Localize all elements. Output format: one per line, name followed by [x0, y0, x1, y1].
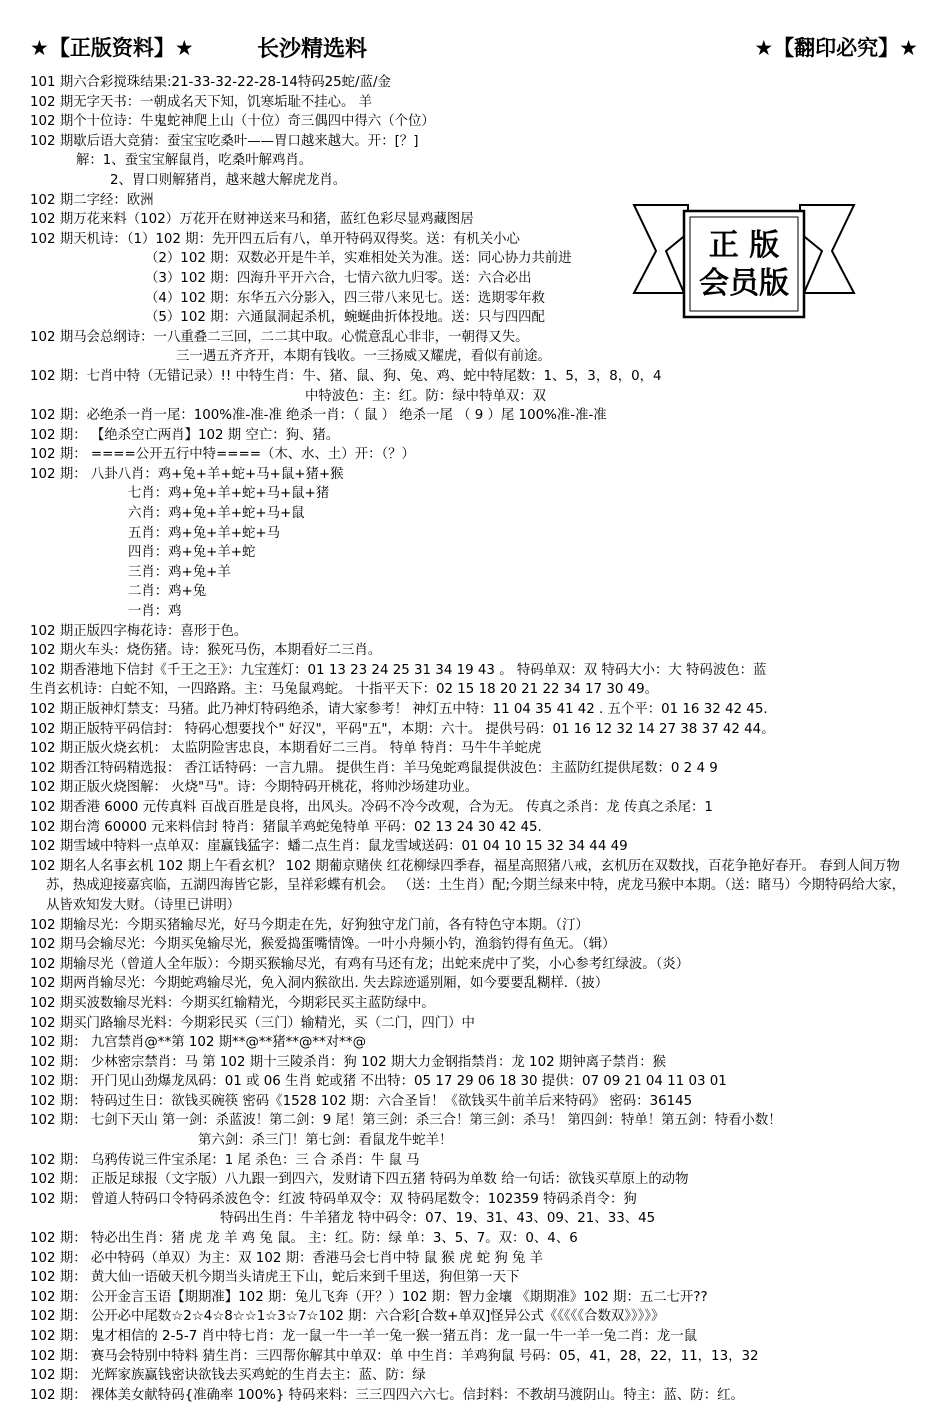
stamp-line2: 会员版 — [699, 266, 789, 301]
text-line: 102 期： 光辉家族赢钱密诀欲钱去买鸡蛇的生肖去主：蓝、防：绿 — [30, 1368, 426, 1384]
text-line: 102 期：必绝杀一肖一尾：100%准-准-准 绝杀一肖：（ 鼠 ） 绝杀一尾 （ 9 ）尾 100%准-准-准 — [30, 408, 607, 424]
text-line: 102 期： 七剑下天山 第一剑：杀蓝波！第二剑：9 尾！第三剑：杀三合！第三剑：杀马！ 第四剑：特单！第五剑：特看小数！ — [30, 1113, 782, 1129]
text-line: 101 期六合彩搅珠结果:21-33-32-22-28-14特码25蛇/蓝/金 — [30, 75, 391, 90]
text-line: 102 期马会输尽光：今期买兔输尽光，猴爱捣蛋嘴情馋。一叶小舟频小钓，渔翁钓得有鱼无。（辑） — [30, 937, 616, 953]
text-line: 102 期： 乌鸦传说三件宝杀尾：1 尾 杀色：三 合 杀肖：牛 鼠 马 — [30, 1152, 420, 1168]
text-line: 102 期雪域中特料一点单双：崖赢钱猛字：蟠二点生肖：鼠龙雪域送码：01 04 10 15 32 34 44 49 — [30, 839, 628, 855]
text-line: 102 期香江特码精选报： 香江话特码：一言九鼎。 提供生肖：羊马兔蛇鸡鼠提供波色：主蓝防红提供尾数：0 2 4 9 — [30, 760, 718, 776]
page-title: 长沙精选料 — [257, 37, 368, 62]
text-line: 102 期： 鬼才相信的 2-5-7 肖中特七肖：龙一鼠一牛一羊一兔一猴一猪五肖：龙一鼠一牛一羊一兔二肖：龙一鼠 — [30, 1329, 697, 1344]
text-line: 三肖：鸡+兔+羊 — [128, 564, 231, 580]
text-line: 102 期台湾 60000 元来料信封 特肖：猪鼠羊鸡蛇兔特单 平码：02 13 24 30 42 45. — [30, 819, 542, 835]
text-line: 102 期买波数输尽光料：今期买红输精光，今期彩民买主蓝防绿中。 — [30, 995, 435, 1011]
text-line: 102 期： 特码过生日：欲钱买碗筷 密码《1528 102 期：六合圣旨！《欲钱买牛前羊后来特码》 密码：36145 — [30, 1093, 693, 1109]
text-line: 102 期买门路输尽光料：今期彩民买（三门）输精光，买（二门，四门）中 — [30, 1015, 475, 1031]
text-line: 102 期名人名事玄机 102 期上午看玄机？ 102 期葡京赌侠 红花柳绿四季春，福星高照猪八戒，玄机历在双数找，百花争艳好春开。 春到人间万物苏，热成迎接嘉宾临，五湖四海皆它影，呈祥彩蝶有机会。 （送：土生肖）配;今期兰绿来中特，虎龙马猴中本期。（送：睹马）今期特码给大家，从皆欢知发大财。（诗里已讲明） — [30, 858, 906, 913]
stamp-line1: 正 版 — [708, 228, 780, 263]
document-body — [30, 73, 910, 1405]
text-line: 102 期：七肖中特（无错记录）!! 中特生肖：牛、猪、鼠、狗、兔、鸡、蛇中特尾数：1、5，3，8，0，4 — [30, 368, 662, 384]
text-line: 102 期： 少林密宗禁肖：马 第 102 期十三陵杀肖：狗 102 期大力金钢指禁肖：龙 102 期钟离子禁肖：猴 — [30, 1054, 666, 1070]
text-line: 102 期： 【绝杀空亡两肖】102 期 空亡：狗、猪。 — [30, 427, 340, 443]
header-right-label: ★【翻印必究】★ — [754, 36, 918, 60]
text-line: （4）102 期：东华五六分影入，四三带八来见七。送：选期零年救 — [145, 290, 545, 306]
text-line: （2）102 期：双数必开是牛羊，实难相处关为准。送：同心协力共前进 — [145, 251, 572, 267]
header-left-label: ★【正版资料】★ — [30, 36, 194, 60]
text-line: 四肖：鸡+兔+羊+蛇 — [128, 545, 256, 561]
text-line: 102 期： 赛马会特别中特料 猜生肖：三四帮你解其中单双：单 中生肖：羊鸡狗鼠 号码：05，41，28，22，11，13，32 — [30, 1348, 759, 1364]
text-line: 102 期正版神灯禁支：马猪。此乃神灯特码绝杀，请大家参考！ 神灯五中特：11 04 35 41 42 . 五个平：01 16 32 42 45. — [30, 702, 768, 717]
text-line: 102 期： 九宫禁肖@**第 102 期**@**猪**@**对**@ — [30, 1035, 366, 1051]
text-line: 2、胃口则解猪肖，越来越大解虎龙肖。 — [110, 172, 347, 188]
text-line: 102 期： 黄大仙一语破天机今期当头请虎王下山，蛇后来到千里送，狗但第一天下 — [30, 1270, 520, 1286]
text-line: 102 期二字经：欧洲 — [30, 192, 154, 208]
text-line: 七肖：鸡+兔+羊+蛇+马+鼠+猪 — [128, 486, 330, 502]
text-line: 102 期香港地下信封《千王之王》：九宝莲灯：01 13 23 24 25 31 34 19 43 。 特码单双：双 特码大小：大 特码波色：蓝 — [30, 662, 767, 678]
text-line: 102 期正版火烧玄机： 太监阴险害忠良，本期看好二三肖。 特单 特肖：马牛牛羊蛇虎 — [30, 741, 542, 757]
text-line: （5）102 期：六通鼠洞起杀机，蜿蜒曲折体投地。送：只与四四配 — [145, 310, 545, 326]
text-line: 102 期： 公开必中尾数☆2☆4☆8☆☆1☆3☆7☆102 期：六合彩[合数+单双]怪异公式《《《《《合数双》》》》》 — [30, 1309, 665, 1325]
text-line: 102 期： 必中特码（单双）为主：双 102 期：香港马会七肖中特 鼠 猴 虎 蛇 狗 兔 羊 — [30, 1250, 544, 1266]
text-line: 102 期： 八卦八肖：鸡+兔+羊+蛇+马+鼠+猪+猴 — [30, 466, 344, 482]
text-line: 102 期输尽光：今期买猪输尽光，好马今期走在先，好狗独守龙门前，各有特色守本期。（汀） — [30, 917, 589, 933]
text-line: 102 期两肖输尽光：今期蛇鸡输尽光，免入洞内猴欲出. 失去踪迹遥别厢，如今要要乱糊样.（披） — [30, 976, 609, 992]
text-line: 102 期： 曾道人特码口令特码杀波色令：红波 特码单双令：双 特码尾数令：102359 特码杀肖令：狗 — [30, 1191, 637, 1207]
text-line: 102 期： 特必出生肖：猪 虎 龙 羊 鸡 兔 鼠。 主：红。防：绿 单：3、5、7。双：0、4、6 — [30, 1231, 578, 1247]
text-line: 102 期歇后语大竞猜：蚕宝宝吃桑叶——胃口越来越大。开：[？] — [30, 133, 419, 149]
text-line: （3）102 期：四海升平开六合，七情六欲九归零。送：六合必出 — [145, 270, 532, 286]
text-line: 102 期马会总纲诗：一八重叠二三回，二二其中取。心慌意乱心非非，一朝得又失。 — [30, 329, 529, 345]
text-line: 102 期输尽光（曾道人全年版）：今期买猴输尽光，有鸡有马还有龙；出蛇来虎中了奖，小心参考红绿波。（炎） — [30, 956, 690, 972]
text-line: 一肖：鸡 — [128, 604, 182, 620]
text-line: 102 期天机诗：（1）102 期：先开四五后有八，单开特码双得奖。送：有机关小心 — [30, 231, 520, 247]
text-line: 特码出生肖：牛羊猪龙 特中码令：07、19、31、43、09、21、33、45 — [220, 1211, 656, 1227]
text-line: 102 期个十位诗：牛鬼蛇神爬上山（十位）奇三偶四中得六（个位） — [30, 114, 435, 130]
text-line: 三一遇五齐齐开，本期有钱收。一三扬威又耀虎，看似有前途。 — [176, 349, 551, 365]
text-line: 二肖：鸡+兔 — [128, 584, 207, 600]
text-line: 102 期： ====公开五行中特====（木、水、土）开：（？） — [30, 447, 415, 463]
text-line: 102 期正版四字梅花诗：喜形于色。 — [30, 623, 248, 639]
text-line: 102 期正版火烧图解： 火烧"马"。诗：今期特码开桃花，将帅沙场建功业。 — [30, 780, 479, 796]
text-line: 102 期： 开门见山劲爆龙凤码：01 或 06 生肖 蛇或猪 不出特：05 17 29 06 18 30 提供：07 09 21 04 11 03 01 — [30, 1074, 727, 1090]
text-line: 102 期香港 6000 元传真料 百战百胜是良将，出风头。冷码不冷今改观，合为无。 传真之杀肖：龙 传真之杀尾：1 — [30, 799, 713, 815]
text-line: 102 期无字天书：一朝成名天下知，饥寒垢耻不挂心。 羊 — [30, 94, 373, 110]
text-line: 解：1、蚕宝宝解鼠肖，吃桑叶解鸡肖。 — [76, 153, 313, 169]
text-line: 102 期： 正版足球报（文字版）八九跟一到四六，发财请下四五猪 特码为单数 给一句话：欲钱买草原上的动物 — [30, 1172, 689, 1188]
text-line: 102 期： 裸体美女献特码{准确率 100%} 特码来料：三三四四六六七。信封料：不教胡马渡阴山。特主：蓝、防：红。 — [30, 1387, 744, 1403]
text-line: 102 期火车头：烧伤猪。诗：猴死马伤，本期看好二三肖。 — [30, 643, 382, 659]
text-line: 六肖：鸡+兔+羊+蛇+马+鼠 — [128, 506, 305, 522]
text-line: 第六剑：杀三门！第七剑：看鼠龙牛蛇羊！ — [198, 1133, 453, 1149]
text-line: 102 期万花来料（102）万花开在财神送来马和猪，蓝红色彩尽显鸡藏图居 — [30, 212, 474, 228]
text-line: 五肖：鸡+兔+羊+蛇+马 — [128, 525, 281, 541]
text-line: 102 期： 公开金言玉语【期期准】102 期：兔儿飞奔（开？）102 期：智力金壤 《期期准》102 期：五二七开?? — [30, 1289, 708, 1305]
text-line: 生肖玄机诗：白蛇不知，一四路路。主：马兔鼠鸡蛇。 十指平天下：02 15 18 20 21 22 34 17 30 49。 — [30, 682, 659, 698]
text-line: 中特波色：主：红。防：绿中特单双：双 — [305, 388, 547, 404]
text-line: 102 期正版特平码信封： 特码心想要找个" 好汉"，平码"五"，本期：六十。 提供号码：01 16 12 32 14 27 38 37 42 44。 — [30, 721, 775, 737]
page-header — [0, 28, 936, 68]
